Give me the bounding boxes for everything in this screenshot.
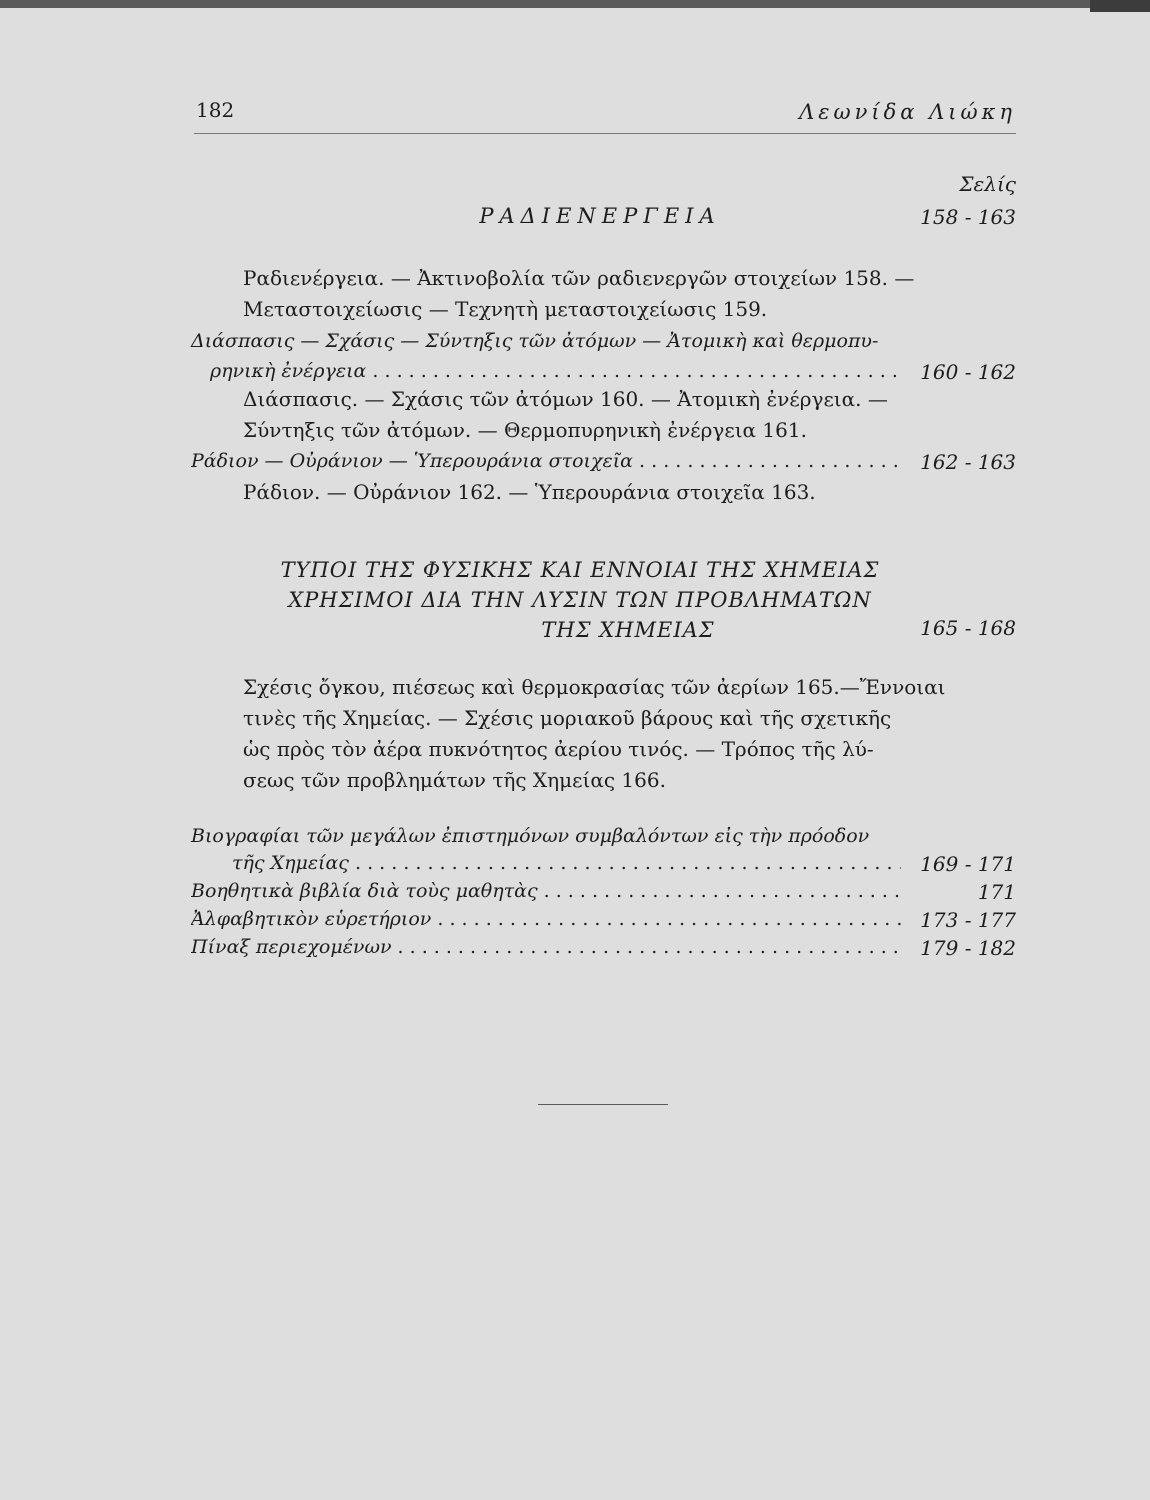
scan-corner <box>1090 0 1150 12</box>
leader-dots <box>366 360 901 382</box>
section-summary-formulas <box>243 672 945 796</box>
page-number: 182 <box>196 98 235 122</box>
summary-line: σεως τῶν προβλημάτων τῆς Χημείας 166. <box>243 768 666 792</box>
toc-entry-biographies: Βιογραφίαι τῶν μεγάλων ἐπιστημόνων συμβαλόντων εἰς τὴν πρόοδον <box>191 825 870 847</box>
leader-dots <box>538 880 901 902</box>
subsection-summary-fission <box>243 384 888 446</box>
running-head: Λεωνίδα Λιώκη <box>799 100 1016 124</box>
leader-dots <box>349 852 901 874</box>
leader-dots <box>431 908 901 930</box>
subsection-title-text: Ράδιον — Οὐράνιον — Ὑπερουράνια στοιχεῖα <box>191 450 634 472</box>
summary-line: Σύντηξις τῶν ἀτόμων. — Θερμοπυρηνικὴ ἐνέργεια 161. <box>243 418 807 442</box>
summary-line: τινὲς τῆς Χημείας. — Σχέσις μοριακοῦ βάρους καὶ τῆς σχετικῆς <box>243 706 892 730</box>
section-heading-radioactivity: ΡΑΔΙΕΝΕΡΓΕΙΑ <box>479 204 721 228</box>
toc-pages-contents: 179 - 182 <box>920 936 1016 960</box>
summary-line: Ράδιον. — Οὐράνιον 162. — Ὑπερουράνια στοιχεῖα 163. <box>243 480 816 504</box>
toc-entry-text: Βοηθητικὰ βιβλία διὰ τοὺς μαθητὰς <box>191 880 538 902</box>
toc-entry-biographies-cont <box>232 852 901 874</box>
subsection-title-fission: Διάσπασις — Σχάσις — Σύντηξις τῶν ἀτόμων — Ἀτομικὴ καὶ θερμοπυ- <box>191 330 879 352</box>
header-rule <box>194 133 1016 134</box>
summary-line: Μεταστοιχείωσις — Τεχνητὴ μεταστοιχείωσις 159. <box>243 297 768 321</box>
subsection-title-fission-cont <box>210 360 901 382</box>
subsection-title-radium <box>191 450 901 472</box>
section-heading-formulas <box>200 555 960 645</box>
toc-entry-text: Ἀλφαβητικὸν εὑρετήριον <box>191 908 432 930</box>
subsection-pages-radium: 162 - 163 <box>920 450 1016 474</box>
section-pages-radioactivity: 158 - 163 <box>920 205 1016 229</box>
toc-entry-text: Πίναξ περιεχομένων <box>191 936 392 958</box>
subsection-pages-fission: 160 - 162 <box>920 360 1016 384</box>
toc-pages-aids: 171 <box>977 880 1016 904</box>
end-rule <box>538 1104 668 1105</box>
toc-pages-index: 173 - 177 <box>920 908 1016 932</box>
heading-line: ΤΥΠΟΙ ΤΗΣ ΦΥΣΙΚΗΣ ΚΑΙ ΕΝΝΟΙΑΙ ΤΗΣ ΧΗΜΕΙΑΣ <box>280 558 880 582</box>
toc-pages-biographies: 169 - 171 <box>920 852 1016 876</box>
section-pages-formulas: 165 - 168 <box>920 616 1016 640</box>
summary-line: Σχέσις ὄγκου, πιέσεως καὶ θερμοκρασίας τῶν ἀερίων 165.—Ἔννοιαι <box>243 675 946 699</box>
pages-column-label: Σελίς <box>959 172 1016 196</box>
toc-entry-index <box>191 908 901 930</box>
summary-line: ὡς πρὸς τὸν ἀέρα πυκνότητος ἀερίου τινός. — Τρόπος τῆς λύ- <box>243 737 874 761</box>
scan-top-edge <box>0 0 1150 8</box>
summary-line: Ραδιενέργεια. — Ἀκτινοβολία τῶν ραδιενεργῶν στοιχείων 158. — <box>243 266 915 290</box>
subsection-title-text: ρηνικὴ ἐνέργεια <box>210 360 367 382</box>
toc-entry-contents <box>191 936 901 958</box>
toc-entry-aids <box>191 880 901 902</box>
heading-line: ΧΡΗΣΙΜΟΙ ΔΙΑ ΤΗΝ ΛΥΣΙΝ ΤΩΝ ΠΡΟΒΛΗΜΑΤΩΝ <box>288 588 872 612</box>
section-summary-radioactivity <box>243 263 914 325</box>
leader-dots <box>633 450 901 472</box>
toc-entry-text: τῆς Χημείας <box>232 852 349 874</box>
leader-dots <box>392 936 902 958</box>
heading-line: ΤΗΣ ΧΗΜΕΙΑΣ <box>541 618 715 642</box>
summary-line: Διάσπασις. — Σχάσις τῶν ἀτόμων 160. — Ἀτομικὴ ἐνέργεια. — <box>243 387 888 411</box>
subsection-summary-radium <box>243 477 816 508</box>
